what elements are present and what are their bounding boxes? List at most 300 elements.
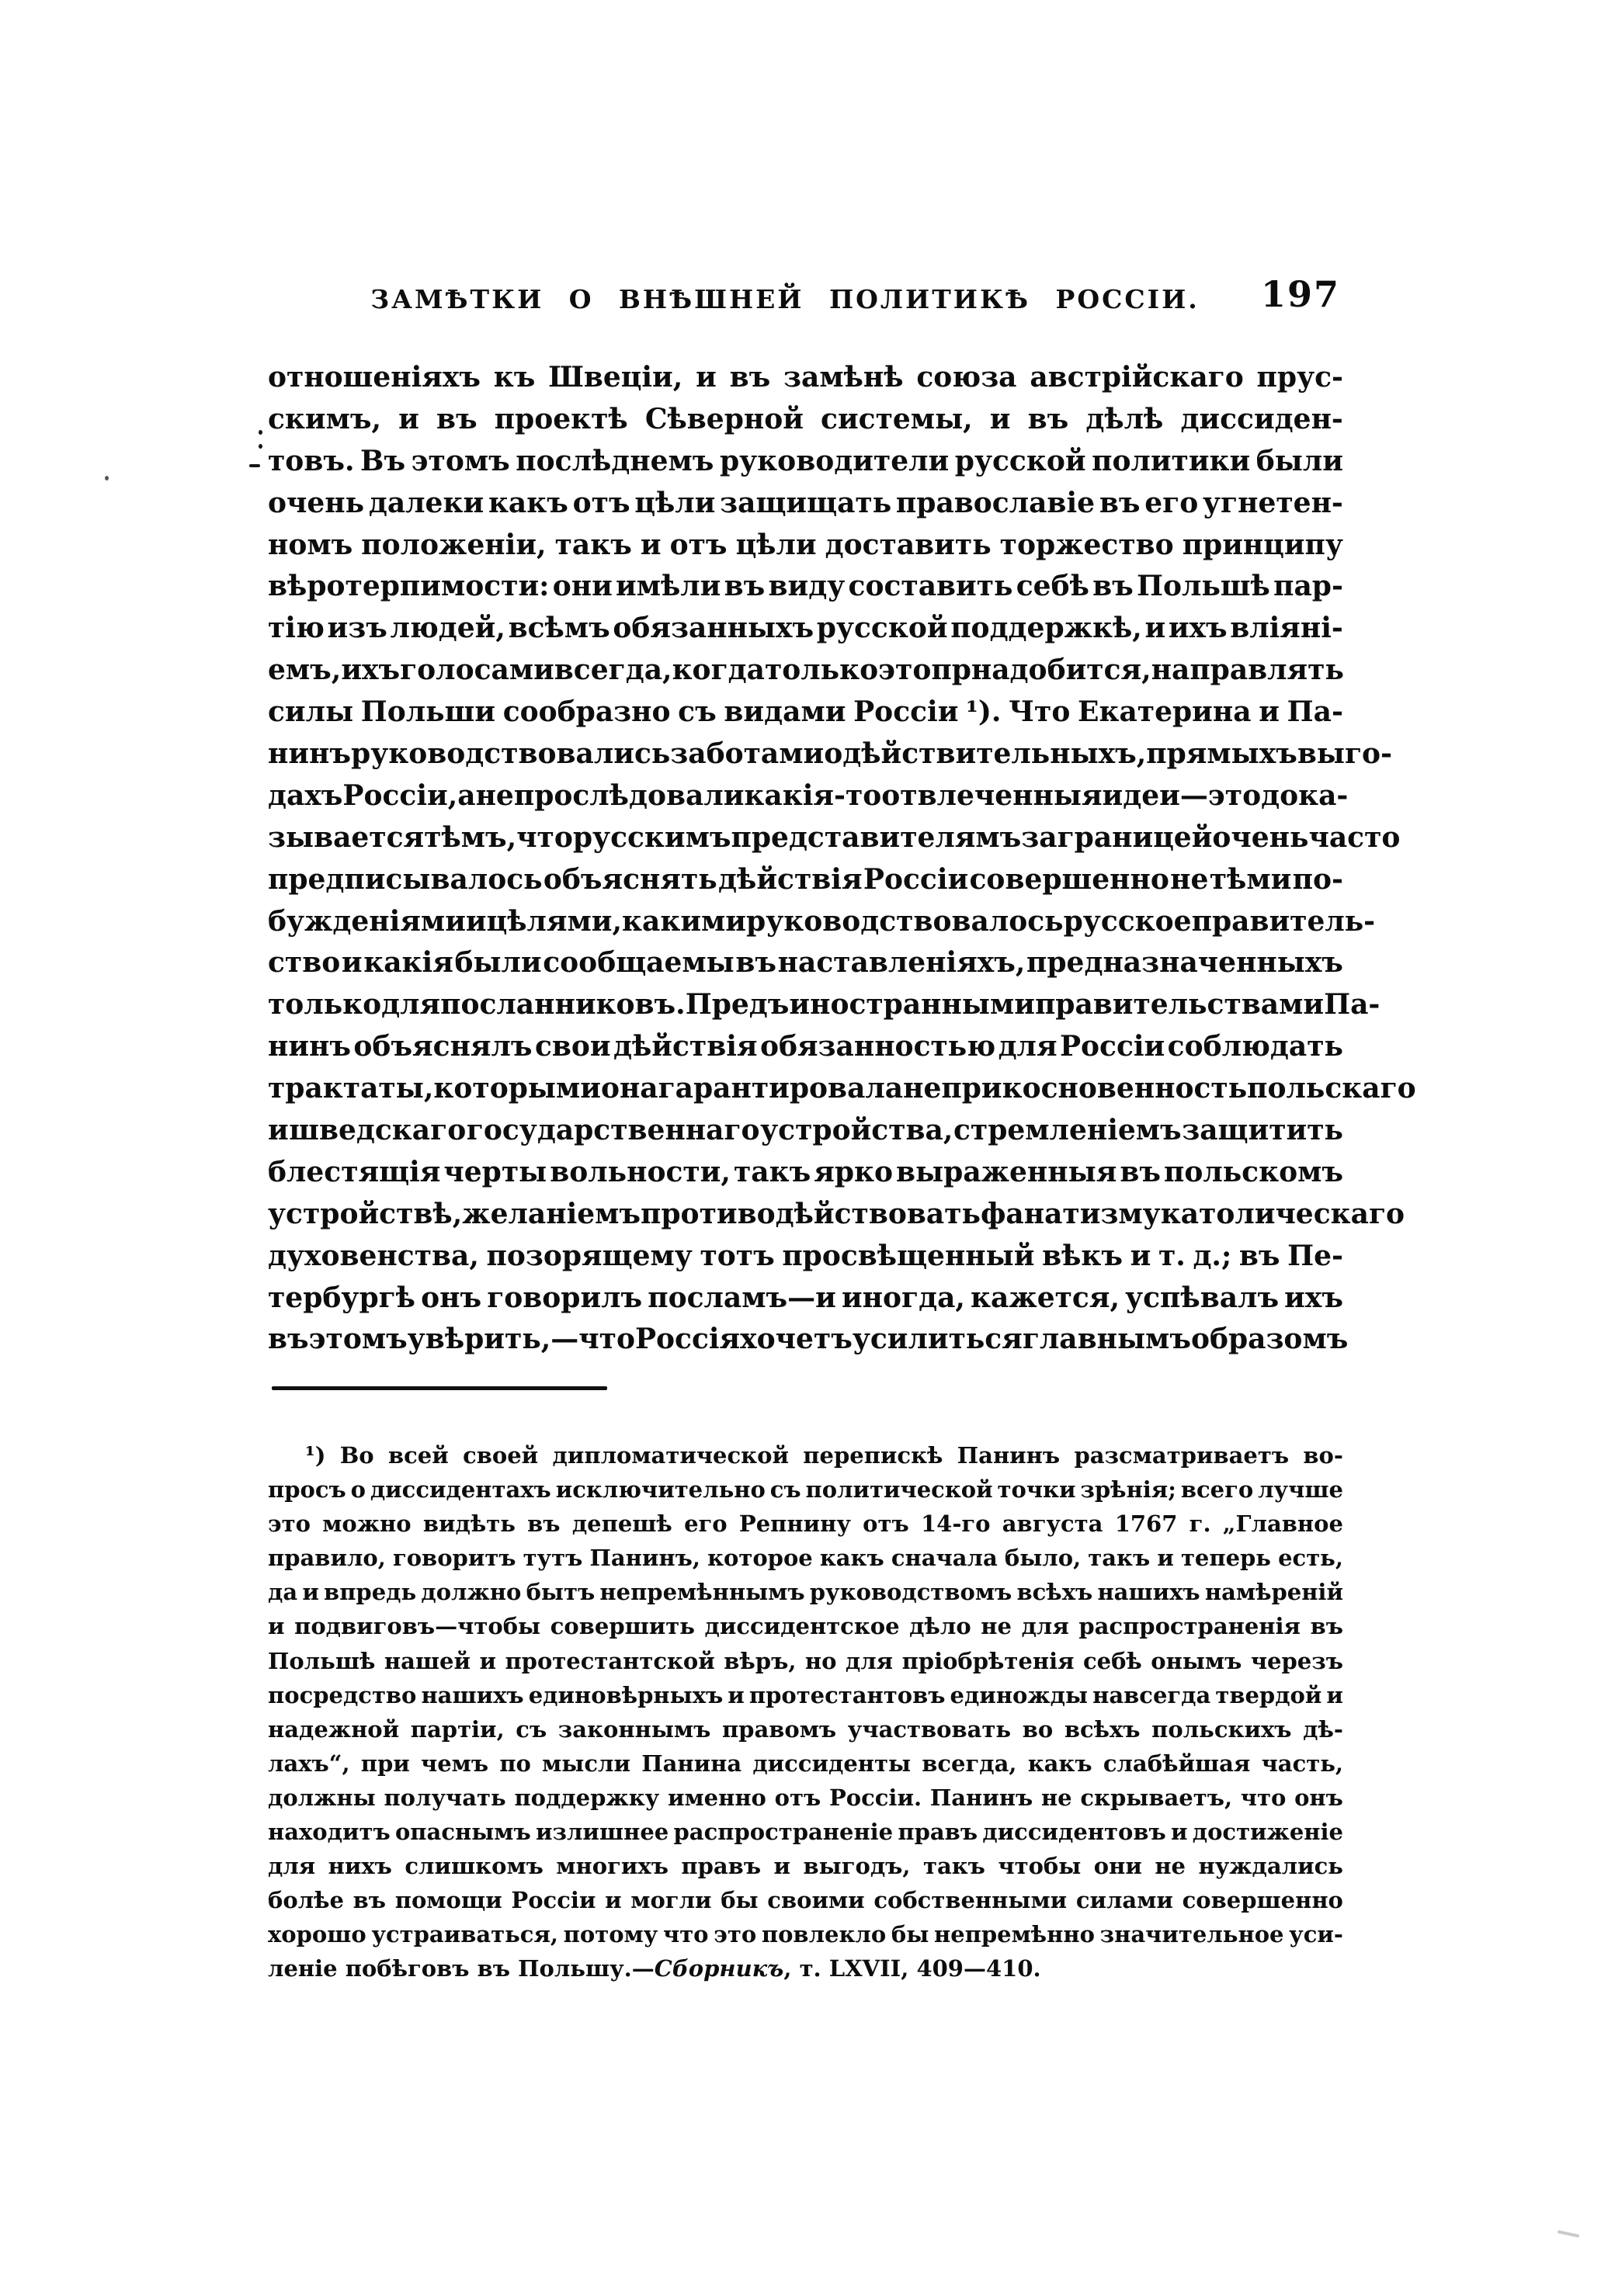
word: соблюдать	[1167, 1030, 1343, 1063]
word: были	[1255, 444, 1343, 477]
word: было,	[1004, 1545, 1082, 1572]
word: дѣйствія	[718, 862, 863, 896]
word: Панинъ,	[589, 1545, 700, 1572]
word: и	[465, 904, 487, 938]
word: тѣми	[1209, 862, 1292, 896]
word: Во	[339, 1442, 374, 1469]
word: которыми	[433, 1072, 601, 1105]
word: какія-то	[744, 779, 882, 812]
scan-artifact	[259, 430, 262, 435]
word: какъ	[819, 1545, 884, 1572]
word: потому	[563, 1921, 658, 1948]
word: находитъ	[268, 1819, 391, 1846]
word: 14-го	[920, 1510, 991, 1538]
word: составить	[848, 570, 1013, 603]
word: черезъ	[1250, 1647, 1343, 1674]
word: русскимъ	[572, 820, 731, 854]
word: угнетен-	[1203, 486, 1343, 519]
word: своими	[767, 1887, 865, 1914]
word: и	[398, 402, 419, 435]
word: для	[845, 1647, 894, 1674]
word: и	[302, 1579, 319, 1606]
word: распространеніе	[673, 1819, 894, 1846]
word: Россіи	[863, 862, 969, 896]
word: 1767	[1114, 1510, 1178, 1538]
word: Россіи,	[342, 779, 458, 812]
word: къ	[493, 361, 536, 394]
word: замѣнѣ	[783, 361, 904, 394]
footnote-text-line	[268, 1781, 1343, 1815]
word: представителямъ	[731, 820, 1022, 854]
word: по-	[1292, 862, 1343, 896]
word: для	[1021, 1613, 1069, 1640]
scan-artifact	[1558, 2230, 1579, 2238]
word: разсматриваетъ	[1074, 1442, 1290, 1469]
word: посредство	[268, 1681, 417, 1708]
word: и	[989, 402, 1011, 435]
word: единожды	[950, 1681, 1089, 1708]
word: подвиговъ—чтобы	[294, 1613, 541, 1640]
word: заботами	[670, 737, 825, 771]
word: отвлеченныя	[881, 779, 1103, 812]
word: излишнее	[535, 1819, 669, 1846]
word: и	[268, 1114, 289, 1147]
word: намѣреній	[1204, 1579, 1343, 1606]
word: во	[1022, 1715, 1054, 1743]
word: повлекло	[761, 1921, 887, 1948]
word: доставить	[825, 528, 992, 561]
word: неприкосновенность	[903, 1072, 1248, 1105]
footnote-text-line	[268, 1609, 1343, 1643]
word: очень	[268, 486, 365, 519]
footnote-text-line	[268, 1507, 1343, 1541]
word: только	[764, 654, 879, 687]
word: дахъ	[268, 779, 343, 812]
word: дока-	[1261, 779, 1349, 812]
word: бужденіями	[268, 904, 466, 938]
word: политики	[1092, 444, 1251, 477]
word: протестантской	[505, 1647, 715, 1674]
footnote-text-line	[268, 1883, 1343, 1917]
word: протестантовъ	[748, 1681, 946, 1708]
word: своей	[463, 1442, 539, 1469]
word: въ	[527, 1510, 561, 1538]
word: ¹)	[305, 1442, 326, 1469]
word: въ	[1099, 486, 1141, 519]
word: т.	[1158, 1239, 1186, 1272]
body-text-line	[268, 1110, 1343, 1152]
word: только	[268, 988, 382, 1021]
word: распространенія	[1078, 1613, 1301, 1640]
word: для	[381, 988, 441, 1021]
word: достиженіе	[1192, 1819, 1343, 1846]
word: виду	[768, 570, 846, 603]
word: какъ	[488, 486, 568, 519]
word: тію	[268, 612, 325, 645]
word: правило,	[268, 1545, 386, 1572]
word: бы	[891, 1921, 929, 1948]
word: ¹).	[966, 695, 1002, 729]
word: Панина	[641, 1750, 742, 1777]
word: посламъ—и	[648, 1281, 836, 1314]
word: людей,	[390, 612, 505, 645]
word: д.;	[1193, 1239, 1232, 1272]
word: отъ	[669, 528, 728, 561]
word: ихъ	[1284, 1281, 1343, 1314]
word: партіи,	[410, 1715, 505, 1743]
word: навсегда	[1092, 1681, 1211, 1708]
word: вліяні-	[1230, 612, 1343, 645]
word: когда	[672, 654, 765, 687]
word: для	[998, 1030, 1058, 1063]
word: очень	[1212, 820, 1309, 854]
word: могли	[630, 1887, 712, 1914]
word: хорошо	[268, 1921, 366, 1948]
body-text-line	[268, 1068, 1416, 1110]
body-text-line	[268, 1194, 1405, 1236]
word: правъ	[681, 1853, 762, 1880]
word: предписывалось	[268, 862, 543, 896]
word: и	[1326, 1681, 1343, 1708]
word: и	[268, 1613, 285, 1640]
body-text-line	[268, 817, 1401, 859]
word: объяснялъ	[353, 1030, 533, 1063]
word: многихъ	[556, 1853, 669, 1880]
word: торжество	[999, 528, 1174, 561]
word: австрійскаго	[1030, 361, 1244, 394]
word: какими	[622, 904, 747, 938]
word: нашихъ	[1097, 1579, 1200, 1606]
word: нинъ	[268, 737, 352, 771]
word: бы	[721, 1887, 759, 1914]
word: Россія	[634, 1323, 741, 1356]
word: обязанныхъ	[613, 612, 814, 645]
word: что	[516, 820, 573, 854]
word: зывается	[268, 820, 425, 854]
word: защищать	[720, 486, 892, 519]
word: нашихъ	[421, 1681, 524, 1708]
word: она	[600, 1072, 658, 1105]
scan-artifact	[249, 464, 260, 467]
word: правъ	[898, 1819, 978, 1846]
word: они	[1093, 1853, 1142, 1880]
word: всѣмъ	[508, 612, 610, 645]
word: польскихъ	[1151, 1715, 1292, 1743]
word: политической	[805, 1476, 993, 1503]
word: выго-	[1297, 737, 1392, 771]
word: совершенно	[969, 862, 1169, 896]
word: уси-	[1289, 1921, 1343, 1948]
word: для	[268, 1853, 316, 1880]
word: голосами	[400, 654, 554, 687]
word: не	[981, 1613, 1012, 1640]
word: совершить	[550, 1613, 695, 1640]
word: Россіи.	[828, 1784, 922, 1811]
word: такъ	[554, 528, 632, 561]
word: правитель-	[1191, 904, 1376, 938]
word: г.	[1189, 1510, 1211, 1538]
word: изъ	[327, 612, 387, 645]
word: и	[728, 1681, 745, 1708]
word: и	[1259, 695, 1280, 729]
word: не	[1040, 1784, 1072, 1811]
word: и	[1170, 1819, 1188, 1846]
word: прямыхъ	[1146, 737, 1297, 771]
footnote-text-line	[268, 1575, 1343, 1609]
word: съ	[769, 1476, 801, 1503]
word: точки	[997, 1476, 1076, 1503]
body-text-line	[268, 775, 1349, 817]
word: русской	[816, 612, 948, 645]
word: должны	[268, 1784, 376, 1811]
word: руководствовались	[351, 737, 671, 771]
italic-citation: Сборникъ	[654, 1955, 784, 1982]
body-text-line	[268, 399, 1343, 441]
word: хочетъ	[740, 1323, 853, 1356]
word: не	[475, 779, 514, 812]
word: говоритъ	[392, 1545, 516, 1572]
footnote-text-line	[268, 1815, 1343, 1849]
word: нуждались	[1198, 1853, 1343, 1880]
word: августа	[1002, 1510, 1103, 1538]
word: въ	[436, 402, 478, 435]
word: выраженныя	[896, 1155, 1117, 1188]
word: есть,	[1278, 1545, 1343, 1572]
word: о	[350, 1476, 366, 1503]
word: руководствовалось	[746, 904, 1064, 938]
word: отъ	[863, 1510, 909, 1538]
word: товъ.	[268, 444, 355, 477]
word: надежной	[268, 1715, 400, 1743]
word: шведскаго	[289, 1114, 467, 1147]
word: депешѣ	[571, 1510, 672, 1538]
word: руководствомъ	[809, 1579, 1012, 1606]
page-number: 197	[1260, 273, 1340, 315]
word: диссиденты	[752, 1750, 912, 1777]
word: о	[824, 737, 843, 771]
scan-artifact	[259, 444, 262, 449]
word: лучше	[1258, 1476, 1343, 1503]
main-text-block	[268, 357, 1416, 1361]
word: духовенства,	[268, 1239, 479, 1272]
word: ство	[268, 946, 341, 980]
word: и	[640, 528, 662, 561]
word: прослѣдовали	[513, 779, 745, 812]
word: въ	[353, 1887, 387, 1914]
word: силы	[268, 695, 354, 729]
word: теперь	[1180, 1545, 1271, 1572]
body-text-line	[268, 859, 1343, 901]
word: усилиться	[852, 1323, 1023, 1356]
word: обязанностью	[759, 1030, 996, 1063]
word: такъ	[922, 1853, 985, 1880]
word: въ	[1027, 402, 1069, 435]
body-text-line	[268, 525, 1343, 567]
word: они	[552, 570, 613, 603]
word: Что	[1009, 695, 1071, 729]
word: черты	[443, 1155, 547, 1188]
word: вѣротерпимости:	[268, 570, 550, 603]
word: Россіи	[511, 1887, 596, 1914]
word: въ	[1120, 1155, 1161, 1188]
word: имѣли	[616, 570, 721, 603]
word: онъ	[1294, 1784, 1343, 1811]
word: сообразно	[502, 695, 671, 729]
body-text-line	[268, 1319, 1349, 1361]
word: вольности,	[550, 1155, 731, 1188]
word: это	[714, 1921, 757, 1948]
body-text-line	[268, 566, 1343, 608]
word: онъ	[421, 1281, 482, 1314]
word: дѣйствительныхъ,	[842, 737, 1147, 771]
word: получать	[384, 1784, 506, 1811]
body-text-line	[268, 650, 1343, 692]
word: „Главное	[1222, 1510, 1343, 1538]
word: которое	[707, 1545, 813, 1572]
body-text-line	[268, 1278, 1343, 1320]
word: Россіи	[853, 695, 959, 729]
body-text-line	[268, 1236, 1343, 1278]
word: цѣлями,	[486, 904, 623, 938]
word: можно	[322, 1510, 412, 1538]
word: номъ	[268, 528, 353, 561]
word: просвѣщенный	[782, 1239, 1035, 1272]
word: но	[804, 1647, 837, 1674]
word: русское	[1063, 904, 1192, 938]
word: правомъ	[721, 1715, 837, 1743]
word: позорящему	[486, 1239, 693, 1272]
text-segment: леніе побѣговъ въ Польшу.—	[268, 1955, 655, 1982]
body-text-line	[268, 483, 1343, 525]
word: законнымъ	[557, 1715, 711, 1743]
word: ихъ	[1168, 612, 1228, 645]
word: скимъ,	[268, 402, 382, 435]
word: лахъ“,	[268, 1750, 350, 1777]
body-text-line	[268, 357, 1343, 399]
word: отъ	[774, 1784, 821, 1811]
word: устройства,	[760, 1114, 953, 1147]
word: союза	[916, 361, 1017, 394]
word: прус-	[1256, 361, 1343, 394]
word: зрѣнія;	[1080, 1476, 1176, 1503]
body-text-line	[268, 441, 1343, 483]
word: слишкомъ	[405, 1853, 544, 1880]
word: системы,	[821, 402, 973, 435]
body-text-line	[268, 942, 1343, 984]
word: были	[454, 946, 542, 980]
word: болѣе	[268, 1887, 344, 1914]
word: тотъ	[700, 1239, 775, 1272]
word: и	[1157, 1545, 1174, 1572]
word: устраиваться,	[371, 1921, 558, 1948]
footnote-text-line	[268, 1644, 1343, 1678]
word: чемъ	[420, 1750, 489, 1777]
running-header-title: ЗАМѢТКИ О ВНѢШНЕЙ ПОЛИТИКѢ РОССІИ.	[370, 284, 1200, 314]
word: по	[499, 1750, 531, 1777]
footnote-text-line	[268, 1746, 1343, 1781]
word: послѣднемъ	[516, 444, 714, 477]
word: силами	[1075, 1887, 1173, 1914]
word: стремленіемъ	[953, 1114, 1182, 1147]
word: Екатерина	[1078, 695, 1252, 729]
word: Россіи	[1059, 1030, 1165, 1063]
word: гарантировала	[658, 1072, 904, 1105]
scan-artifact	[105, 476, 109, 480]
footnote-text-line	[268, 1917, 1343, 1951]
word: диссидентское	[704, 1613, 900, 1640]
body-text-line	[268, 734, 1392, 775]
word: дѣйствія	[613, 1030, 758, 1063]
word: это	[878, 654, 932, 687]
word: поддержкѣ,	[950, 612, 1142, 645]
word: Репнину	[738, 1510, 851, 1538]
word: посланниковъ.	[440, 988, 686, 1021]
word: Польши	[360, 695, 495, 729]
word: главнымъ	[1022, 1323, 1191, 1356]
word: въ	[268, 1323, 309, 1356]
word: что	[1240, 1784, 1287, 1811]
word: такъ	[1088, 1545, 1151, 1572]
word: Панинъ	[957, 1442, 1061, 1469]
word: католическаго	[1160, 1197, 1405, 1230]
word: въ	[1238, 1239, 1280, 1272]
word: всѣхъ	[1064, 1715, 1141, 1743]
word: заграницей	[1021, 820, 1213, 854]
word: тербургѣ	[268, 1281, 415, 1314]
word: желаніемъ	[462, 1197, 641, 1230]
word: нашей	[384, 1647, 471, 1674]
word: всегда,	[554, 654, 672, 687]
word: опаснымъ	[394, 1819, 531, 1846]
word: и	[1130, 1239, 1151, 1272]
word: въ	[1310, 1613, 1343, 1640]
word: предназначенныхъ	[1026, 946, 1343, 980]
word: ярко	[814, 1155, 894, 1188]
word: какъ	[1027, 1750, 1092, 1777]
word: непремѣннымъ	[599, 1579, 805, 1606]
word: пріобрѣтенія	[901, 1647, 1075, 1674]
word: направлять	[1151, 654, 1344, 687]
word: значительное	[1099, 1921, 1284, 1948]
word: слабѣйшая	[1103, 1750, 1251, 1777]
word: сообщаемы	[543, 946, 735, 980]
word: руководители	[719, 444, 950, 477]
word: емъ,	[268, 654, 342, 687]
word: видами	[724, 695, 846, 729]
word: иностранными	[789, 988, 1035, 1021]
word: всѣхъ	[1016, 1579, 1093, 1606]
word: Польшѣ	[268, 1647, 376, 1674]
word: противодѣйствовать	[641, 1197, 981, 1230]
word: скрываетъ,	[1080, 1784, 1233, 1811]
word: блестящія	[268, 1155, 441, 1188]
word: дипломатической	[552, 1442, 789, 1469]
word: во-	[1303, 1442, 1343, 1469]
word: цѣли	[634, 486, 716, 519]
word: этомъ	[308, 1323, 408, 1356]
footnote-text-line	[268, 1951, 1343, 1986]
word: не	[1155, 1853, 1186, 1880]
word: и	[479, 1647, 496, 1674]
word: нихъ	[328, 1853, 392, 1880]
word: ихъ	[341, 654, 401, 687]
word: государственнаго	[466, 1114, 760, 1147]
word: увѣрить,—что	[407, 1323, 635, 1356]
word: въ	[729, 361, 771, 394]
footnote-block	[268, 1438, 1343, 1986]
word: объяснять	[543, 862, 717, 896]
word: Па-	[1324, 988, 1381, 1021]
